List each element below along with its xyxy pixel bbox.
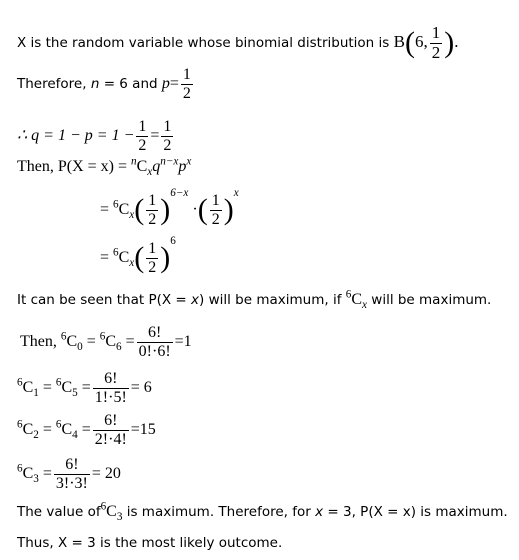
max-line: It can be seen that P(X = x) will be maximum, if $^6C_x$ will be maximum.: [17, 288, 492, 312]
intro-line: X is the random variable whose binomial distribution is B(6, $\frac{1}{2}$ ).: [17, 23, 459, 62]
c0-line: Then, $^6C_0 = ^6C_6$ = $\frac{6!}{0!\cdot 6!}$ =1: [20, 324, 192, 360]
p-fraction: $\frac{1}{2}$: [182, 66, 191, 102]
conclusion-line-2: Thus, X = 3 is the most likely outcome.: [17, 535, 283, 551]
dist-n: 6: [414, 32, 424, 52]
intro-text: X is the random variable whose binomial distribution is: [17, 35, 390, 52]
dist-symbol: B: [393, 32, 405, 52]
c2-line: $^6C_2 = ^6C_4$ = $\frac{6!}{2!\cdot 4!}$ =15: [17, 412, 156, 448]
then-line: Then, $P(X = x) = ^nC_xq^{n-x}p^x$: [17, 155, 192, 179]
therefore-line: Therefore, n = 6 and p= $\frac{1}{2}$: [17, 66, 191, 102]
step3-line: = $^6C_x$( $\frac{1}{2}$ )$^6$: [100, 234, 176, 276]
conclusion-line-1: The value $of^6C_3$ is maximum. Therefore, for x = 3, P(X = x) is maximum.: [17, 500, 508, 524]
c1-line: $^6C_1 = ^6C_5$ = $\frac{6!}{1!\cdot 5!}$ = 6: [17, 370, 152, 406]
c3-line: $^6C_3$ = $\frac{6!}{3!\cdot 3!}$ = 20: [17, 456, 121, 492]
step2-line: = $^6C_x$( $\frac{1}{2}$ )$^{6-x}$ ·( $\frac{1}{2}$ )$^x$: [100, 186, 239, 228]
q-line: ∴ q = 1 − p = 1 − $\frac{1}{2}$ = $\frac{1}{2}$: [17, 118, 172, 154]
dist-p-fraction: $\frac{1}{2}$: [431, 23, 441, 62]
